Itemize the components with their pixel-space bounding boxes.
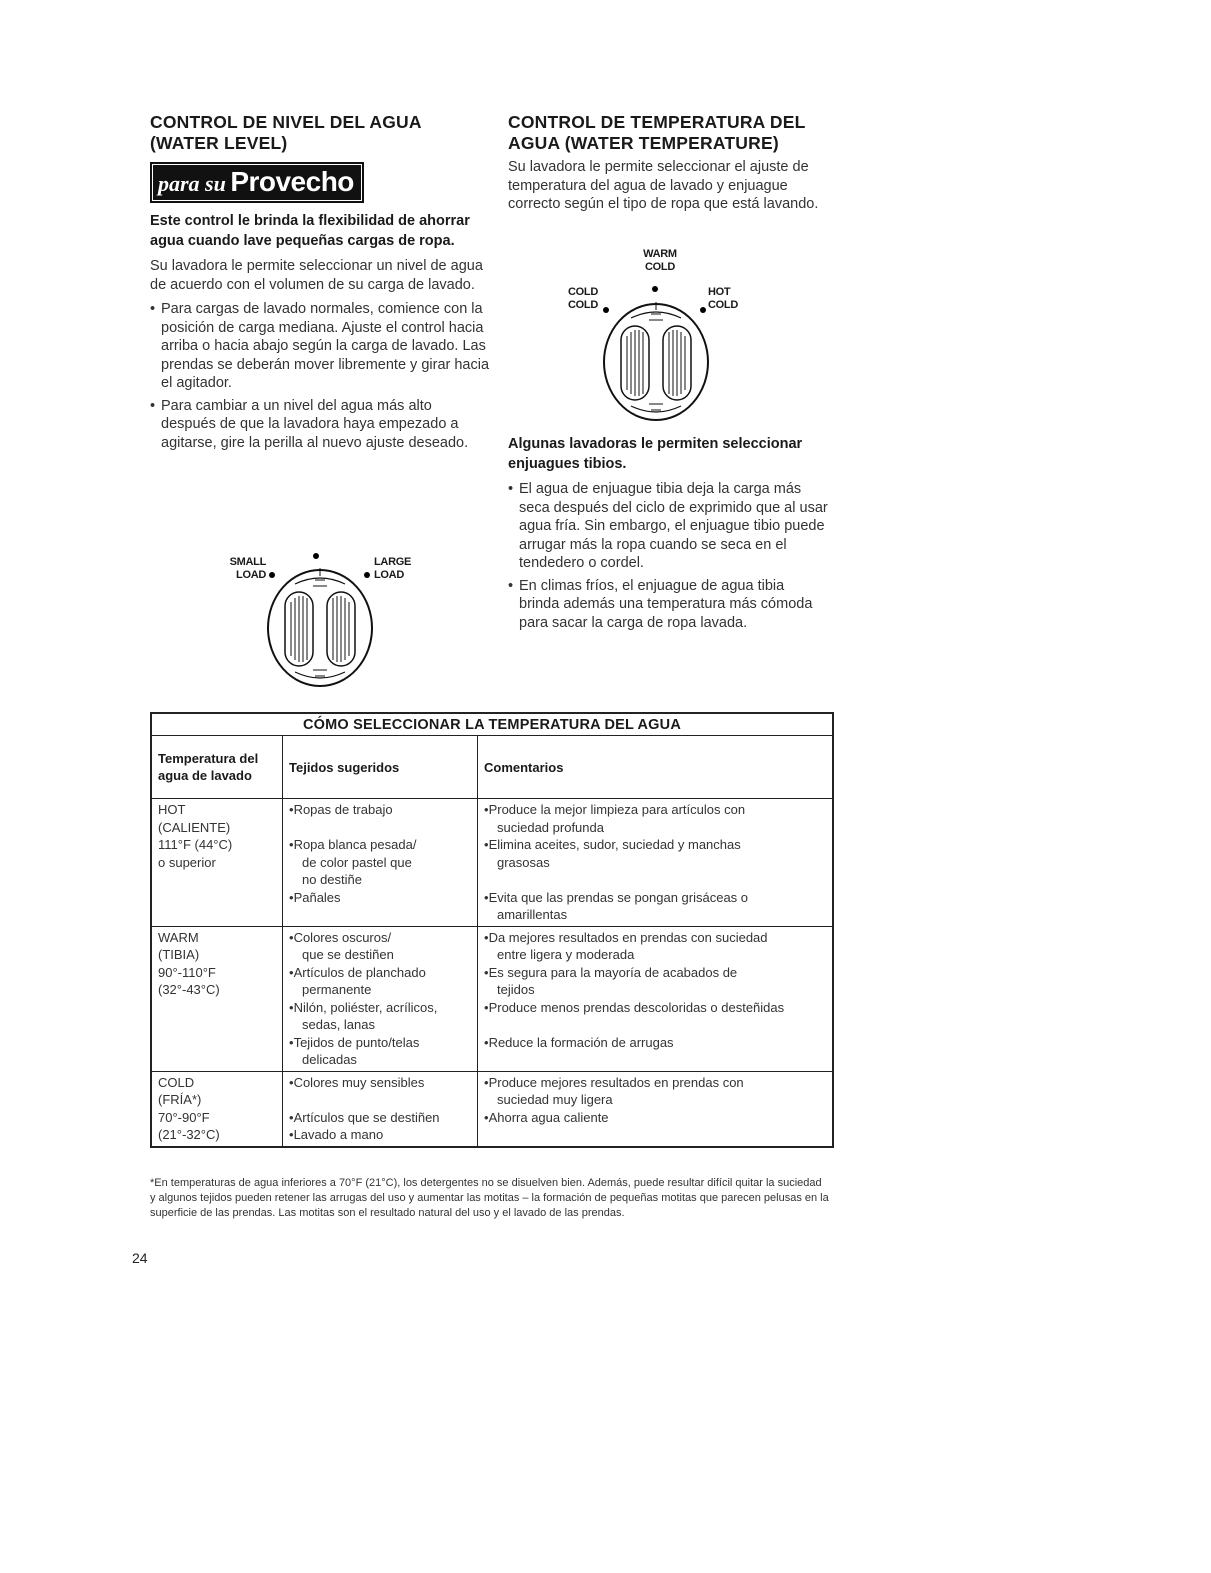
- cell-line: HOT: [158, 802, 186, 817]
- cell-line: • Pañales: [289, 889, 471, 907]
- cell-line: entre ligera y moderada: [497, 947, 635, 962]
- para-su-provecho-logo: para su Provecho: [150, 162, 364, 203]
- comments-cell: [478, 799, 834, 927]
- cell-line: 90°-110°F: [158, 964, 216, 980]
- warm-rinse-lead: Algunas lavadoras le permiten seleccionar enjuagues tibios.: [508, 436, 803, 472]
- cell-line: [484, 1016, 826, 1034]
- cell-line: (21°-32°C): [158, 1127, 220, 1142]
- water-temperature-table: [150, 712, 834, 1148]
- cell-line: • Ropa blanca pesada/: [289, 836, 471, 854]
- knob-icon: [601, 298, 711, 424]
- header-temperature: Temperatura del agua de lavado: [151, 736, 283, 799]
- cell-line: • Lavado a mano: [289, 1126, 471, 1144]
- cell-line: • Nilón, poliéster, acrílicos,: [289, 999, 471, 1017]
- cell-line: WARM: [158, 929, 199, 945]
- water-level-dial: [200, 554, 440, 694]
- table-row: [151, 799, 833, 927]
- cell-line: • Artículos que se destiñen: [289, 1109, 471, 1127]
- cell-line: • Artículos de planchado: [289, 964, 471, 982]
- cell-line: • Evita que las prendas se pongan grisáceas o: [484, 889, 826, 907]
- header-fabrics: Tejidos sugeridos: [283, 736, 478, 799]
- dial-label-small: SMALL LOAD: [229, 556, 266, 581]
- temp-cell: [151, 926, 283, 1071]
- section-heading-water-temperature: CONTROL DE TEMPERATURA DEL AGUA (WATER TEMPERATURE): [508, 112, 806, 153]
- dial-label-large: LARGE LOAD: [374, 556, 412, 581]
- water-temperature-dial: [540, 248, 780, 418]
- cell-line: o superior: [158, 854, 216, 870]
- page-number: 24: [132, 1250, 148, 1266]
- warm-rinse-section: [508, 434, 828, 636]
- cell-line: [484, 871, 826, 889]
- cell-line: 70°-90°F: [158, 1109, 210, 1125]
- cell-line: • Tejidos de punto/telas: [289, 1034, 471, 1052]
- header-comments: Comentarios: [478, 736, 834, 799]
- cell-line: sedas, lanas: [302, 1017, 375, 1032]
- cell-line: (CALIENTE): [158, 819, 231, 835]
- water-temperature-paragraph: Su lavadora le permite seleccionar el ajuste de temperatura del agua de lavado y enjuague correcto según el tipo de ropa que está lavando.: [508, 159, 819, 212]
- cell-line: • Produce la mejor limpieza para artículos con: [484, 801, 826, 819]
- fabrics-cell: [283, 799, 478, 927]
- dial-label-hot-cold: HOT COLD: [708, 286, 738, 311]
- dial-label-warm-cold: WARM COLD: [643, 248, 677, 273]
- cell-line: no destiñe: [302, 872, 362, 887]
- warm-rinse-bullets: [508, 480, 828, 632]
- cell-line: amarillentas: [497, 907, 568, 922]
- dial-label-cold-cold: COLD COLD: [568, 286, 598, 311]
- cell-line: delicadas: [302, 1052, 357, 1067]
- cell-line: grasosas: [497, 854, 550, 870]
- list-item: • Para cargas de lavado normales, comience con la posición de carga mediana. Ajuste el control hacia arriba o hacia abajo según la carga de lavado. Las prendas se deberán mover libremente y girar hacia el agitador.: [150, 300, 490, 393]
- cell-line: • Colores muy sensibles: [289, 1074, 471, 1092]
- section-heading-water-level: CONTROL DE NIVEL DEL AGUA (WATER LEVEL): [150, 112, 422, 153]
- table-row: [151, 926, 833, 1071]
- table-row: [151, 1071, 833, 1147]
- water-level-bullets: [150, 300, 490, 452]
- list-item: • El agua de enjuague tibia deja la carga más seca después del ciclo de exprimido que al usar agua fría. Sin embargo, el enjuague tibio puede arrugar más la ropa cuando se seca en el tendedero o cordel.: [508, 480, 828, 573]
- comments-cell: [478, 926, 834, 1071]
- cell-line: tejidos: [497, 982, 535, 997]
- fabrics-cell: [283, 926, 478, 1071]
- cell-line: suciedad profunda: [497, 819, 604, 835]
- water-level-paragraph: Su lavadora le permite seleccionar un nivel de agua de acuerdo con el volumen de su carga de lavado.: [150, 258, 483, 293]
- cell-line: suciedad muy ligera: [497, 1092, 613, 1107]
- cell-line: [289, 1091, 471, 1109]
- cell-line: • Ropas de trabajo: [289, 801, 471, 819]
- cell-line: [289, 819, 471, 837]
- temp-cell: [151, 1071, 283, 1147]
- water-level-lead: Este control le brinda la flexibilidad de ahorrar agua cuando lave pequeñas cargas de ropa.: [150, 213, 470, 249]
- water-temperature-section: [508, 112, 838, 214]
- water-level-section: [150, 112, 490, 456]
- table-title: CÓMO SELECCIONAR LA TEMPERATURA DEL AGUA: [151, 713, 833, 736]
- cell-line: • Da mejores resultados en prendas con suciedad: [484, 929, 826, 947]
- cell-line: (FRÍA*): [158, 1092, 202, 1107]
- dial-dot-medium: [313, 553, 319, 559]
- cell-line: de color pastel que: [302, 854, 412, 870]
- cell-line: • Elimina aceites, sudor, suciedad y manchas: [484, 836, 826, 854]
- list-item: • Para cambiar a un nivel del agua más alto después de que la lavadora haya empezado a agitarse, gire la perilla al nuevo ajuste deseado.: [150, 397, 490, 453]
- table-header-row: [151, 736, 833, 799]
- temp-cell: [151, 799, 283, 927]
- cell-line: COLD: [158, 1074, 195, 1090]
- list-item: • En climas fríos, el enjuague de agua tibia brinda además una temperatura más cómoda para sacar la carga de ropa lavada.: [508, 577, 828, 633]
- cell-line: permanente: [302, 982, 372, 997]
- cell-line: (32°-43°C): [158, 982, 220, 997]
- cell-line: • Ahorra agua caliente: [484, 1109, 826, 1127]
- cell-line: • Produce mejores resultados en prendas con: [484, 1074, 826, 1092]
- cell-line: • Reduce la formación de arrugas: [484, 1034, 826, 1052]
- fabrics-cell: [283, 1071, 478, 1147]
- comments-cell: [478, 1071, 834, 1147]
- cell-line: (TIBIA): [158, 947, 200, 962]
- cell-line: que se destiñen: [302, 947, 394, 962]
- cell-line: • Produce menos prendas descoloridas o desteñidas: [484, 999, 826, 1017]
- dial-dot-warm: [652, 286, 658, 292]
- cell-line: • Colores oscuros/: [289, 929, 471, 947]
- cell-line: • Es segura para la mayoría de acabados de: [484, 964, 826, 982]
- footnote: *En temperaturas de agua inferiores a 70°F (21°C), los detergentes no se disuelven bien. Además, puede resultar difícil quitar la suciedad y algunos tejidos pueden retener las arrugas del uso y aumentar las motitas – la formación de pequeñas motitas que parecen pelusas en la superficie de las prendas. Las motitas son el resultado natural del uso y el lavado de las prendas.: [150, 1177, 829, 1219]
- cell-line: 111°F (44°C): [158, 837, 233, 852]
- knob-icon: [265, 564, 375, 690]
